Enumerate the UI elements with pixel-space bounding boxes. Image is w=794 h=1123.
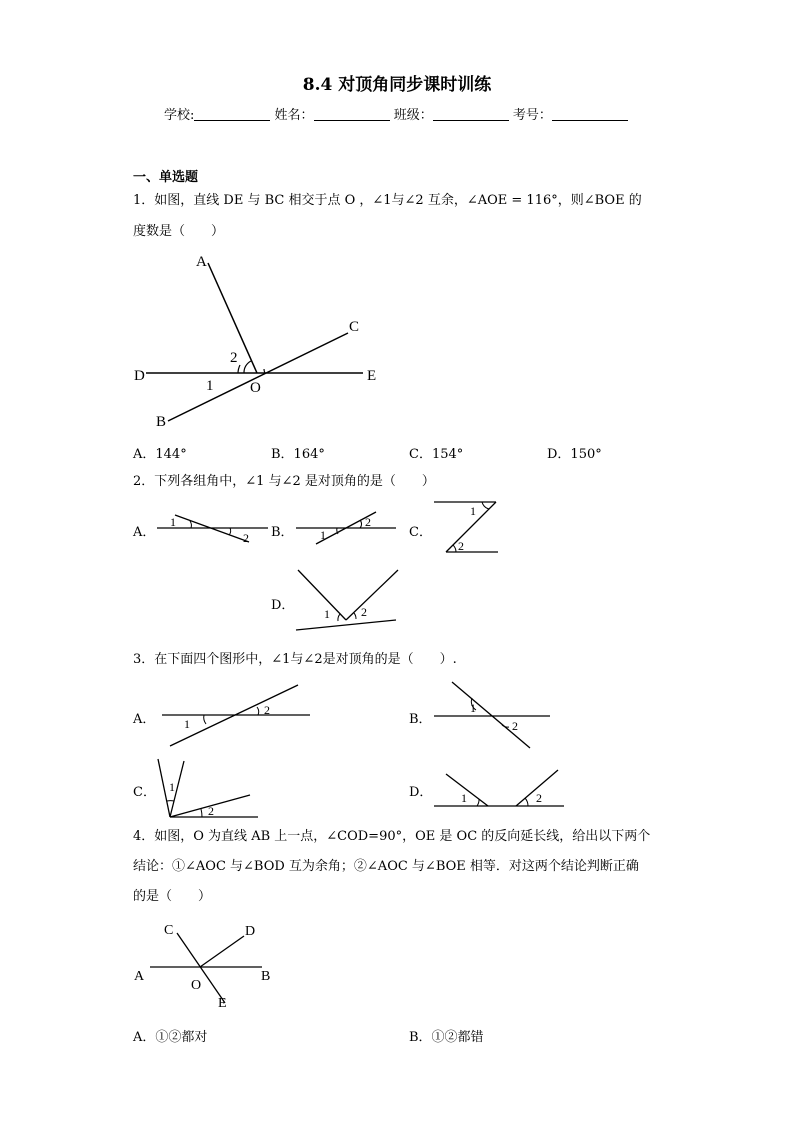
q3-figure-d — [432, 766, 568, 810]
q1-label-o: O — [250, 380, 261, 396]
q4-label-b: B — [261, 969, 271, 984]
q2-option-b[interactable]: B． — [271, 525, 294, 540]
q3a-angle2: 2 — [264, 703, 270, 717]
class-blank[interactable] — [433, 108, 509, 121]
q3b-angle1: 1 — [470, 701, 476, 715]
q3-option-c[interactable]: C． — [133, 785, 156, 800]
q4-figure — [130, 918, 280, 1013]
q4-label-o: O — [191, 978, 202, 993]
q2b-angle2: 2 — [365, 515, 371, 529]
q3-option-a[interactable]: A． — [133, 712, 156, 727]
student-info-line — [164, 104, 628, 123]
q2a-angle1: 1 — [170, 515, 176, 529]
q2c-angle2: 2 — [458, 539, 464, 553]
q4-ray-od — [200, 936, 244, 967]
q1-label-e: E — [367, 368, 377, 384]
name-blank[interactable] — [314, 108, 390, 121]
q3c-angle2: 2 — [208, 804, 214, 818]
q3-figure-c — [154, 757, 260, 821]
q3c-angle1: 1 — [169, 780, 175, 794]
q4-option-b[interactable]: B．①②都错 — [409, 1030, 484, 1045]
q1-option-a[interactable]: A．144° — [133, 447, 187, 462]
q1-label-b: B — [156, 414, 167, 430]
q4-label-d: D — [245, 924, 256, 939]
q1-label-2: 2 — [230, 350, 238, 366]
q2b-angle1: 1 — [320, 528, 326, 542]
exam-number-blank[interactable] — [552, 108, 628, 121]
q1-option-b[interactable]: B．164° — [271, 447, 325, 462]
q2-figure-d — [294, 568, 404, 633]
q3d-angle1: 1 — [461, 791, 467, 805]
q2-option-a[interactable]: A． — [133, 525, 156, 540]
q1-option-d[interactable]: D．150° — [547, 447, 602, 462]
q2d-angle2: 2 — [361, 605, 367, 619]
q2c-angle1: 1 — [470, 504, 476, 518]
q1-figure — [130, 245, 390, 435]
q1-angle-arc-right — [264, 369, 265, 373]
q2-figure-c — [432, 498, 504, 558]
name-label: 姓名： — [274, 108, 314, 123]
q2-figure-b — [294, 508, 399, 548]
class-label: 班级： — [393, 108, 433, 123]
section-title: 一、单选题 — [133, 170, 199, 185]
q4-stem-line3: 的是（ ） — [133, 889, 212, 904]
q4-option-a[interactable]: A．①②都对 — [133, 1030, 208, 1045]
q3a-angle1: 1 — [184, 717, 190, 731]
q1-label-c: C — [349, 319, 360, 335]
q3-option-d[interactable]: D． — [409, 785, 433, 800]
q4-label-a: A — [134, 969, 145, 984]
q3-option-b[interactable]: B． — [409, 712, 432, 727]
school-blank[interactable] — [194, 108, 270, 121]
q1-line-bc — [168, 333, 348, 421]
q3-figure-a — [160, 683, 312, 748]
q3-stem: 3．在下面四个图形中，∠1与∠2是对顶角的是（ ）. — [133, 652, 457, 667]
q2-stem: 2．下列各组角中，∠1 与∠2 是对顶角的是（ ） — [133, 474, 435, 489]
school-label: 学校: — [164, 108, 195, 123]
q1-angle2-arc — [244, 361, 251, 373]
q2-option-d[interactable]: D． — [271, 598, 295, 613]
q3-figure-b — [432, 680, 554, 750]
page-title: 8.4 对顶角同步课时训练 — [302, 75, 492, 95]
q1-option-c[interactable]: C．154° — [409, 447, 464, 462]
q1-stem-line1: 1．如图，直线 DE 与 BC 相交于点 O ，∠1与∠2 互余，∠AOE = 116°，则∠BOE 的 — [133, 193, 642, 208]
q4-label-c: C — [164, 923, 174, 938]
q4-stem-line2: 结论：①∠AOC 与∠BOD 互为余角；②∠AOC 与∠BOE 相等．对这两个结论判断正确 — [133, 859, 639, 874]
q4-stem-line1: 4．如图，O 为直线 AB 上一点，∠COD=90°，OE 是 OC 的反向延长线，给出以下两个 — [133, 829, 651, 844]
q4-label-e: E — [218, 996, 227, 1011]
q1-label-1: 1 — [206, 378, 214, 394]
q2a-angle2: 2 — [243, 531, 249, 545]
q2-option-c[interactable]: C． — [409, 525, 432, 540]
q1-label-d: D — [134, 368, 145, 384]
q1-angle1-arc — [238, 365, 240, 373]
q1-label-a: A — [196, 254, 207, 270]
q2-figure-a — [155, 508, 270, 548]
q3b-angle2: 2 — [512, 719, 518, 733]
q3d-angle2: 2 — [536, 791, 542, 805]
q1-stem-line2: 度数是（ ） — [133, 224, 225, 239]
exam-number-label: 考号： — [512, 108, 552, 123]
q2d-angle1: 1 — [324, 607, 330, 621]
